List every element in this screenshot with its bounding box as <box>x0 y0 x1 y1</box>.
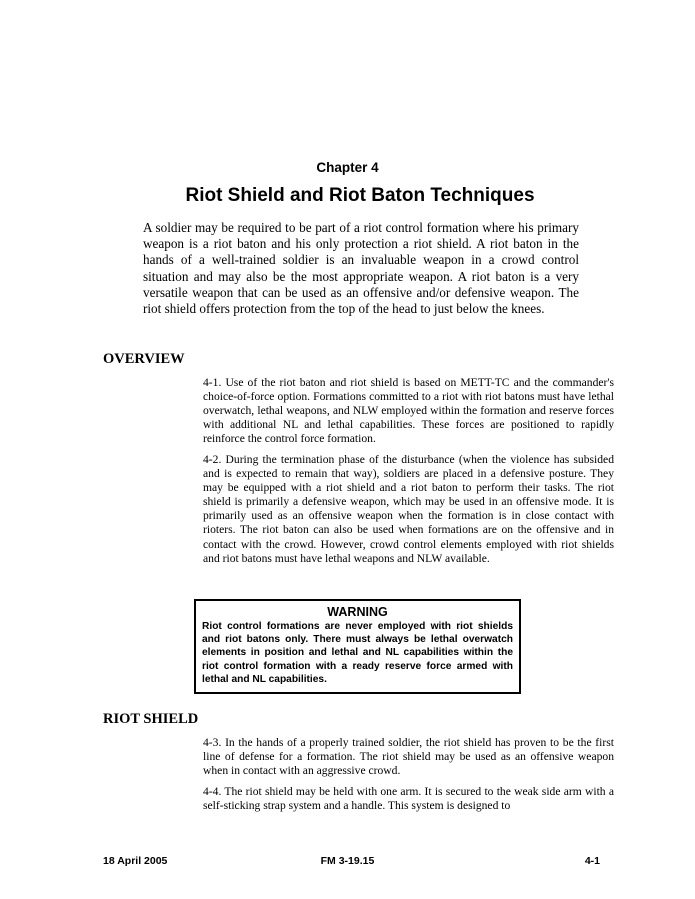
chapter-title: Riot Shield and Riot Baton Techniques <box>185 185 535 206</box>
paragraph-4-4: 4-4. The riot shield may be held with one arm. It is secured to the weak side arm with a self-sticking strap system and a handle. This system is designed to <box>203 784 614 812</box>
warning-box <box>194 599 521 694</box>
footer-date: 18 April 2005 <box>103 855 168 867</box>
warning-text: Riot control formations are never employed with riot shields and riot batons only. There must always be lethal overwatch elements in position and lethal and NL capabilities within the riot control formation with a ready reserve force armed with lethal and NL capabilities. <box>202 621 513 685</box>
riot-shield-body <box>203 736 614 819</box>
overview-heading: OVERVIEW <box>103 351 185 367</box>
chapter-label: Chapter 4 <box>316 160 379 175</box>
paragraph-4-1: 4-1. Use of the riot baton and riot shield is based on METT-TC and the commander's choice-of-force option. Formations committed to a riot with riot batons must have lethal overwatch, lethal weapons, and NLW employed within the formation and reserve forces with additional NL and lethal capabilities. These forces are positioned to rapidly reinforce the control force formation. <box>203 376 614 446</box>
warning-title: WARNING <box>327 605 388 619</box>
paragraph-4-2: 4-2. During the termination phase of the disturbance (when the violence has subsided and is expected to remain that way), soldiers are placed in a defensive posture. They may be equipped with a riot shield and a riot baton to perform their tasks. The riot shield is primarily a defensive weapon, which may be used in an offensive mode. It is primarily used as an offensive weapon when the formation is in close contact with rioters. The riot baton can also be used when formations are on the offensive and in contact with the crowd. However, crowd control elements employed with riot shields and riot batons must have lethal weapons and NLW available. <box>203 452 614 565</box>
overview-body <box>203 376 614 572</box>
riot-shield-heading: RIOT SHIELD <box>103 711 199 727</box>
paragraph-4-3: 4-3. In the hands of a properly trained soldier, the riot shield has proven to be the first line of defense for a formation. The riot shield may be used as an offensive weapon when in contact with an aggressive crowd. <box>203 736 614 778</box>
intro-paragraph: A soldier may be required to be part of a riot control formation where his primary weapon is a riot baton and his only protection a riot shield. A riot baton in the hands of a well-trained soldier is an invaluable weapon in a crowd control situation and may also be the most appropriate weapon. A riot baton is a very versatile weapon that can be used as an offensive and/or defensive weapon. The riot shield offers protection from the top of the head to just below the knees. <box>143 220 579 317</box>
footer-page-number: 4-1 <box>584 855 600 867</box>
footer-manual: FM 3-19.15 <box>320 855 375 867</box>
